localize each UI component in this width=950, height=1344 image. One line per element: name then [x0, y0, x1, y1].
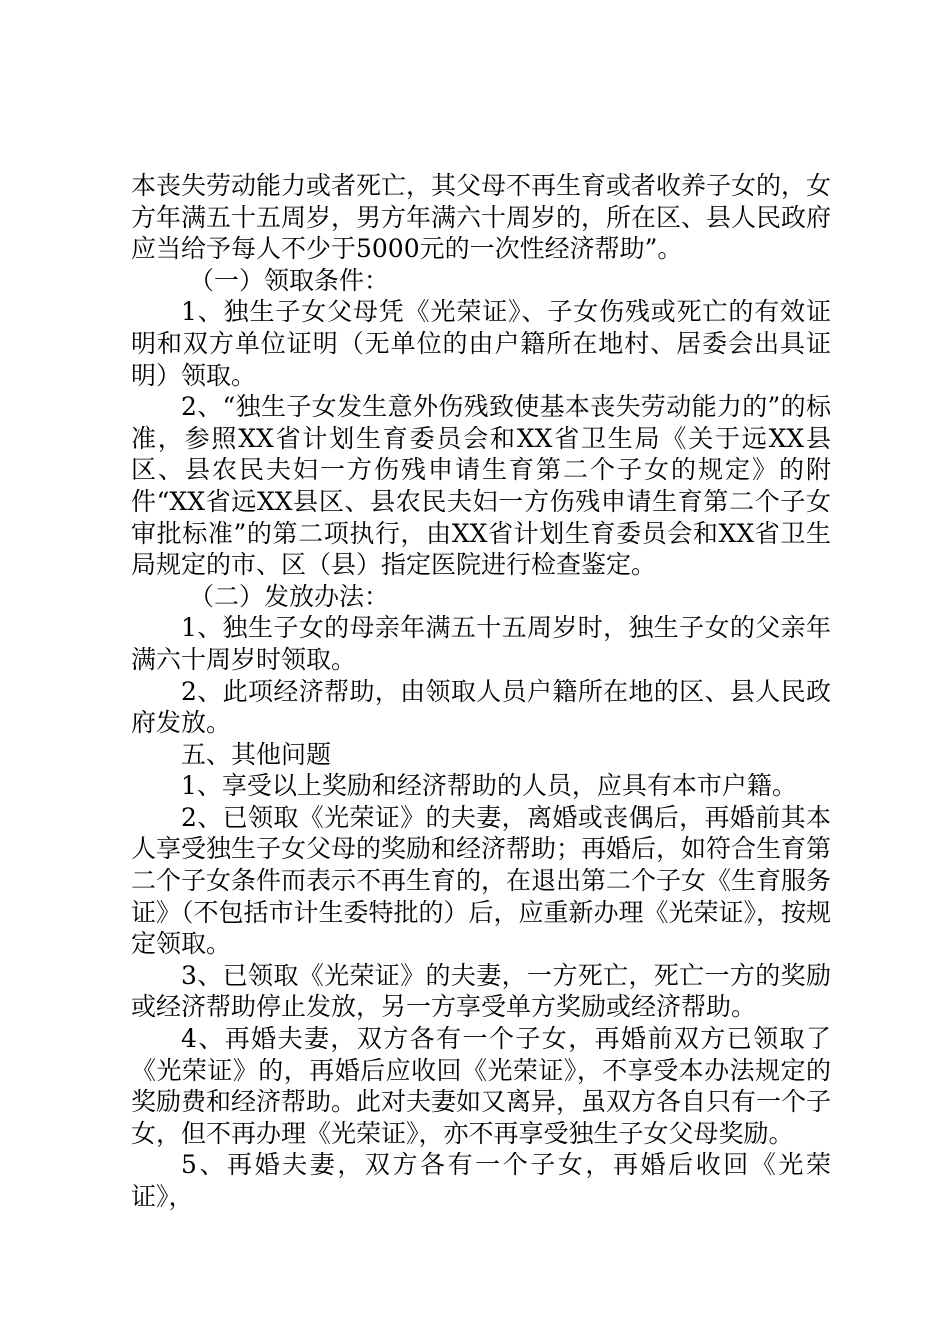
- paragraph: 1、享受以上奖励和经济帮助的人员，应具有本市户籍。: [181, 771, 797, 801]
- paragraph: （二）发放办法：: [189, 581, 390, 611]
- document-body: [131, 170, 831, 1213]
- paragraph: （一）领取条件：: [189, 265, 390, 295]
- paragraph: 1、独生子女父母凭《光荣证》、子女伤残或死亡的有效证明和双方单位证明（无单位的由户籍所在地村、居委会出具证明）领取。: [131, 297, 831, 390]
- paragraph: 2、此项经济帮助，由领取人员户籍所在地的区、县人民政府发放。: [131, 676, 831, 738]
- paragraph: 4、再婚夫妻，双方各有一个子女，再婚前双方已领取了《光荣证》的，再婚后应收回《光荣证》，不享受本办法规定的奖励费和经济帮助。此对夫妻如又离异，虽双方各自只有一个子女，但不再办理《光荣证》，亦不再享受独生子女父母奖励。: [131, 1024, 832, 1148]
- paragraph: 2、已领取《光荣证》的夫妻，离婚或丧偶后，再婚前其本人享受独生子女父母的奖励和经济帮助；再婚后，如符合生育第二个子女条件而表示不再生育的，在退出第二个子女《生育服务证》（不包括市计生委特批的）后，应重新办理《光荣证》，按规定领取。: [131, 802, 832, 959]
- paragraph: 5、再婚夫妻，双方各有一个子女，再婚后收回《光荣证》，: [131, 1150, 831, 1211]
- paragraph: 1、独生子女的母亲年满五十五周岁时，独生子女的父亲年满六十周岁时领取。: [131, 613, 831, 674]
- paragraph: 3、已领取《光荣证》的夫妻，一方死亡，死亡一方的奖励或经济帮助停止发放，另一方享受单方奖励或经济帮助。: [131, 960, 831, 1022]
- paragraph: 五、其他问题: [181, 739, 332, 769]
- paragraph: 本丧失劳动能力或者死亡，其父母不再生育或者收养子女的，女方年满五十五周岁，男方年满六十周岁的，所在区、县人民政府应当给予每人不少于5000元的一次性经济帮助”。: [131, 171, 832, 264]
- paragraph: 2、“独生子女发生意外伤残致使基本丧失劳动能力的”的标准，参照XX省计划生育委员会和XX省卫生局《关于远XX县区、县农民夫妇一方伤残申请生育第二个子女的规定》的附件“XX省远XX县区、县农民夫妇一方伤残申请生育第二个子女审批标准”的第二项执行，由XX省计划生育委员会和XX省卫生局规定的市、区（县）指定医院进行检查鉴定。: [131, 392, 831, 580]
